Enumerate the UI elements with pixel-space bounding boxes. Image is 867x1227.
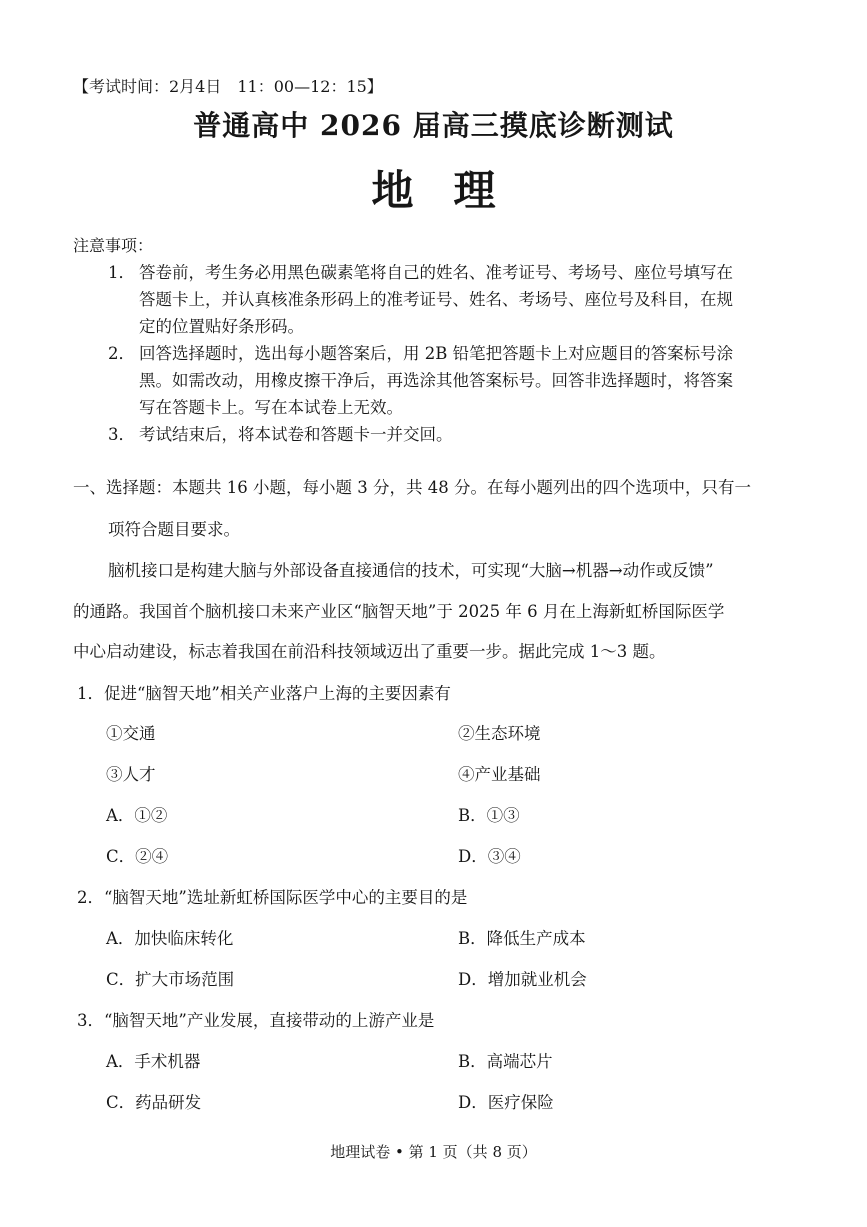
answer-option: D．③④ bbox=[458, 847, 521, 866]
answer-option: C．②④ bbox=[106, 847, 169, 866]
note-line: 答题卡上，并认真核准条形码上的准考证号、姓名、考场号、座位号及科目，在规 bbox=[139, 290, 733, 309]
note-line: 答卷前，考生务必用黑色碳素笔将自己的姓名、准考证号、考场号、座位号填写在 bbox=[139, 263, 733, 282]
note-line: 回答选择题时，选出每小题答案后，用 2B 铅笔把答题卡上对应题目的答案标号涂 bbox=[139, 344, 734, 363]
passage-line: 中心启动建设，标志着我国在前沿科技领域迈出了重要一步。据此完成 1～3 题。 bbox=[73, 642, 666, 661]
note-line: 定的位置贴好条形码。 bbox=[139, 317, 304, 336]
note-line: 考试结束后，将本试卷和答题卡一并交回。 bbox=[139, 425, 453, 444]
section-heading-cont: 项符合题目要求。 bbox=[108, 520, 240, 539]
answer-option: D．医疗保险 bbox=[458, 1093, 554, 1112]
note-number: 2． bbox=[108, 344, 135, 363]
answer-option: A．加快临床转化 bbox=[106, 929, 234, 948]
exam-title: 普通高中 2026 届高三摸底诊断测试 bbox=[193, 109, 674, 142]
answer-option: A．手术机器 bbox=[106, 1052, 201, 1071]
exam-time: 【考试时间：2月4日 11：00—12：15】 bbox=[73, 77, 383, 96]
answer-option: A．①② bbox=[106, 806, 168, 825]
passage-line: 的通路。我国首个脑机接口未来产业区“脑智天地”于 2025 年 6 月在上海新虹桥国际医学 bbox=[73, 602, 725, 621]
answer-option: C．扩大市场范围 bbox=[106, 970, 235, 989]
answer-option: C．药品研发 bbox=[106, 1093, 202, 1112]
answer-option: B．①③ bbox=[458, 806, 520, 825]
factor-item: ②生态环境 bbox=[458, 724, 541, 743]
question-stem: 3．“脑智天地”产业发展，直接带动的上游产业是 bbox=[77, 1011, 435, 1030]
note-number: 1． bbox=[108, 263, 135, 282]
answer-option: B．高端芯片 bbox=[458, 1052, 553, 1071]
notes-heading: 注意事项： bbox=[73, 236, 154, 255]
page-footer: 地理试卷 • 第 1 页（共 8 页） bbox=[330, 1143, 537, 1161]
question-stem: 2．“脑智天地”选址新虹桥国际医学中心的主要目的是 bbox=[77, 888, 468, 907]
factor-item: ③人才 bbox=[106, 765, 156, 784]
answer-option: B．降低生产成本 bbox=[458, 929, 586, 948]
note-number: 3． bbox=[108, 425, 135, 444]
factor-item: ①交通 bbox=[106, 724, 156, 743]
passage-line: 脑机接口是构建大脑与外部设备直接通信的技术，可实现“大脑→机器→动作或反馈” bbox=[108, 561, 714, 580]
factor-item: ④产业基础 bbox=[458, 765, 541, 784]
note-line: 写在答题卡上。写在本试卷上无效。 bbox=[139, 398, 403, 417]
subject-title: 地理 bbox=[371, 166, 536, 215]
note-line: 黑。如需改动，用橡皮擦干净后，再选涂其他答案标号。回答非选择题时，将答案 bbox=[139, 371, 733, 390]
section-heading: 一、选择题：本题共 16 小题，每小题 3 分，共 48 分。在每小题列出的四个选项中，只有一 bbox=[73, 478, 751, 497]
question-stem: 1．促进“脑智天地”相关产业落户上海的主要因素有 bbox=[77, 684, 451, 703]
answer-option: D．增加就业机会 bbox=[458, 970, 587, 989]
